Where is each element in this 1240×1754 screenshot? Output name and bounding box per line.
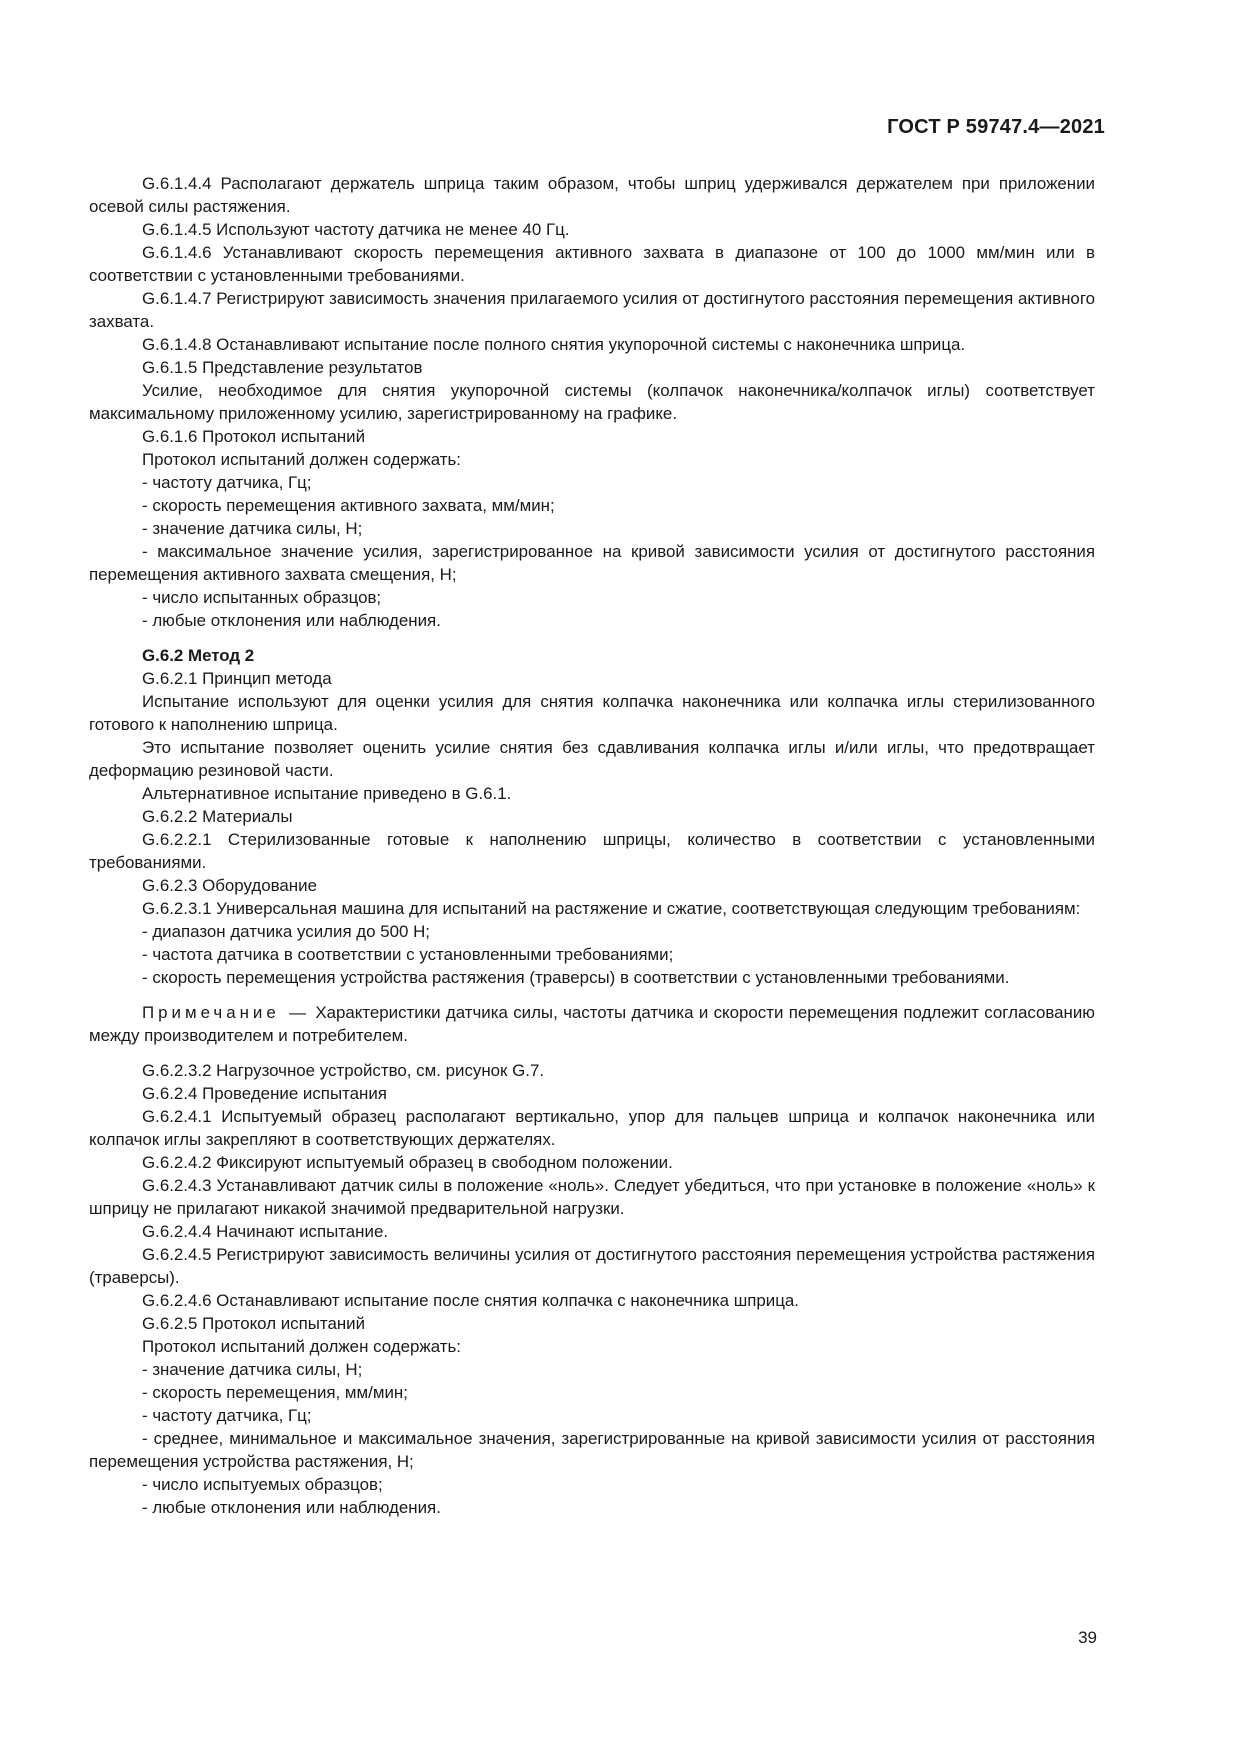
list-item: - частоту датчика, Гц; (142, 473, 312, 492)
subsection-title: G.6.2.1 Принцип метода (142, 669, 332, 688)
list-item: - значение датчика силы, Н; (142, 1360, 363, 1379)
paragraph: G.6.2.4.3 Устанавливают датчик силы в положение «ноль». Следует убедиться, что при установке в положение «ноль» к шприцу не прилагают никакой значимой предварительной нагрузки. (89, 1176, 1095, 1218)
list-item: - диапазон датчика усилия до 500 Н; (142, 922, 430, 941)
list-item: - скорость перемещения устройства растяжения (траверсы) в соответствии с установленными требованиями. (142, 968, 1010, 987)
paragraph: G.6.1.4.7 Регистрируют зависимость значения прилагаемого усилия от достигнутого расстояния перемещения активного захвата. (89, 289, 1095, 331)
page-number: 39 (1078, 1628, 1097, 1647)
list-item: - любые отклонения или наблюдения. (142, 611, 441, 630)
subsection-title: G.6.1.6 Протокол испытаний (142, 427, 366, 446)
list-item: - максимальное значение усилия, зарегистрированное на кривой зависимости усилия от достигнутого расстояния перемещения активного захвата смещения, Н; (89, 542, 1095, 584)
paragraph: G.6.2.3.1 Универсальная машина для испытаний на растяжение и сжатие, соответствующая следующим требованиям: (142, 899, 1081, 918)
subsection-title: G.6.2.2 Материалы (142, 807, 293, 826)
paragraph: G.6.2.4.1 Испытуемый образец располагают вертикально, упор для пальцев шприца и колпачок наконечника или колпачок иглы закрепляют в соответствующих держателях. (89, 1107, 1095, 1149)
list-item: - частота датчика в соответствии с установленными требованиями; (142, 945, 674, 964)
subsection-title: G.6.2.5 Протокол испытаний (142, 1314, 366, 1333)
paragraph: G.6.1.4.6 Устанавливают скорость перемещения активного захвата в диапазоне от 100 до 1000 мм/мин или в соответствии с установленными требованиями. (89, 243, 1095, 285)
list-item: - любые отклонения или наблюдения. (142, 1498, 441, 1517)
note (89, 1001, 1095, 1047)
paragraph: Испытание используют для оценки усилия для снятия колпачка наконечника или колпачка иглы стерилизованного готового к наполнению шприца. (89, 692, 1095, 734)
paragraph: G.6.2.4.6 Останавливают испытание после снятия колпачка с наконечника шприца. (142, 1291, 799, 1310)
list-item: - значение датчика силы, Н; (142, 519, 363, 538)
paragraph: G.6.2.2.1 Стерилизованные готовые к наполнению шприцы, количество в соответствии с установленными требованиями. (89, 830, 1095, 872)
section-heading: G.6.2 Метод 2 (142, 646, 255, 665)
paragraph: G.6.1.4.5 Используют частоту датчика не менее 40 Гц. (142, 220, 570, 239)
paragraph: Протокол испытаний должен содержать: (142, 450, 461, 469)
paragraph: G.6.2.4.5 Регистрируют зависимость величины усилия от достигнутого расстояния перемещения устройства растяжения (траверсы). (89, 1245, 1095, 1287)
paragraph: Протокол испытаний должен содержать: (142, 1337, 461, 1356)
document-body (89, 172, 1095, 1519)
document-code-header: ГОСТ Р 59747.4—2021 (887, 116, 1105, 138)
list-item: - среднее, минимальное и максимальное значения, зарегистрированные на кривой зависимости усилия от расстояния перемещения устройства растяжения, Н; (89, 1429, 1095, 1471)
list-item: - число испытуемых образцов; (142, 1475, 383, 1494)
note-label: Примечание — (142, 1003, 310, 1022)
subsection-title: G.6.1.5 Представление результатов (142, 358, 423, 377)
paragraph: G.6.1.4.8 Останавливают испытание после полного снятия укупорочной системы с наконечника шприца. (142, 335, 966, 354)
paragraph: G.6.2.4.2 Фиксируют испытуемый образец в свободном положении. (142, 1153, 673, 1172)
list-item: - частоту датчика, Гц; (142, 1406, 312, 1425)
list-item: - число испытанных образцов; (142, 588, 382, 607)
note-text: Характеристики датчика силы, частоты датчика и скорости перемещения подлежит согласованию между производителем и потребителем. (89, 1003, 1095, 1045)
subsection-title: G.6.2.3 Оборудование (142, 876, 317, 895)
list-item: - скорость перемещения, мм/мин; (142, 1383, 408, 1402)
list-item: - скорость перемещения активного захвата, мм/мин; (142, 496, 555, 515)
paragraph: Это испытание позволяет оценить усилие снятия без сдавливания колпачка иглы и/или иглы, что предотвращает деформацию резиновой части. (89, 738, 1095, 780)
paragraph: G.6.1.4.4 Располагают держатель шприца таким образом, чтобы шприц удерживался держателем при приложении осевой силы растяжения. (89, 174, 1095, 216)
paragraph: Усилие, необходимое для снятия укупорочной системы (колпачок наконечника/колпачок иглы) соответствует максимальному приложенному усилию, зарегистрированному на графике. (89, 381, 1095, 423)
subsection-title: G.6.2.4 Проведение испытания (142, 1084, 387, 1103)
paragraph: G.6.2.4.4 Начинают испытание. (142, 1222, 389, 1241)
paragraph: G.6.2.3.2 Нагрузочное устройство, см. рисунок G.7. (142, 1061, 545, 1080)
paragraph: Альтернативное испытание приведено в G.6.1. (142, 784, 512, 803)
